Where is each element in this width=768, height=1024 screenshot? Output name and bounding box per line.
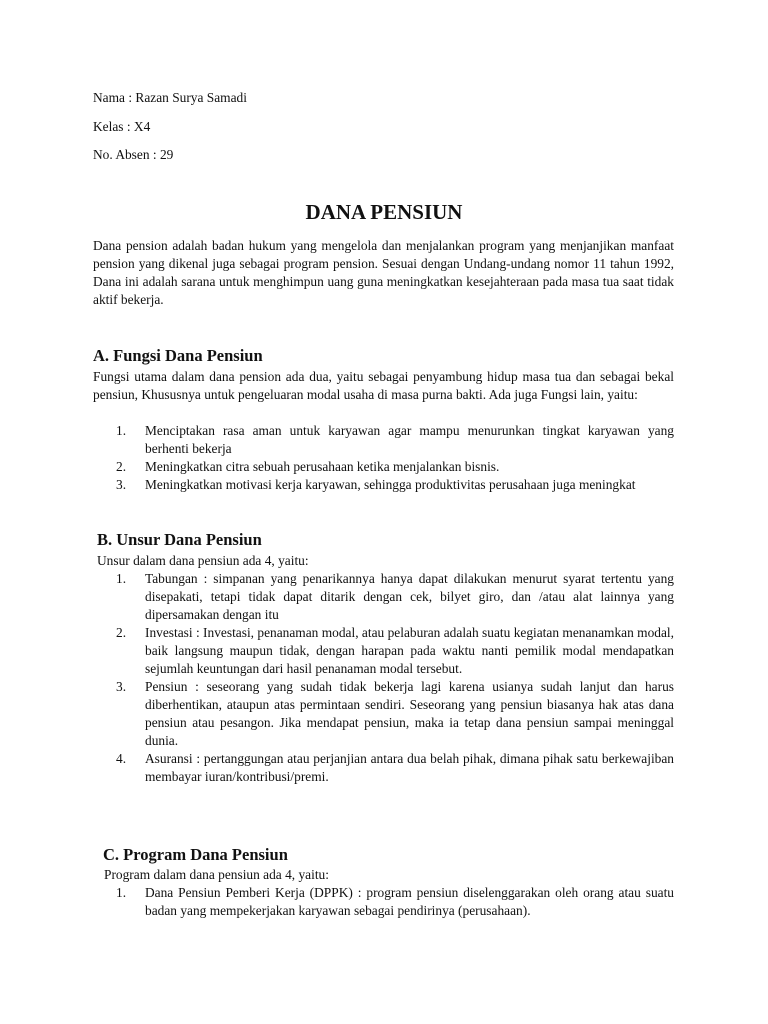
student-number: No. Absen : 29 [93, 147, 174, 162]
list-number: 2. [116, 625, 127, 640]
list-item [116, 476, 674, 494]
section-c-heading: C. Program Dana Pensiun [103, 845, 288, 864]
list-item-text: Asuransi : pertanggungan atau perjanjian antara dua belah pihak, dimana pihak satu berkewajiban membayar iuran/kontribusi/premi. [145, 751, 674, 784]
list-number: 1. [116, 885, 127, 900]
section-b-heading: B. Unsur Dana Pensiun [97, 530, 262, 549]
list-item-text: Pensiun : seseorang yang sudah tidak bekerja lagi karena usianya sudah lanjut dan harus diberhentikan, ataupun atas permintaan sendiri. Seseorang yang pensiun biasanya hak atas dana pensiun atau pesangon. Jika mendapat pensiun, maka ia tetap dana pensiun sampai meninggal dunia. [145, 679, 674, 748]
list-item [116, 570, 674, 624]
section-b-paragraph: Unsur dalam dana pensiun ada 4, yaitu: [97, 553, 309, 568]
section-a-list [116, 422, 674, 494]
list-number: 4. [116, 751, 127, 766]
list-item [116, 884, 674, 920]
list-item-text: Menciptakan rasa aman untuk karyawan agar mampu menurunkan tingkat karyawan yang berhenti bekerja [145, 423, 674, 456]
list-item-text: Tabungan : simpanan yang penarikannya hanya dapat dilakukan menurut syarat tertentu yang disepakati, tetapi tidak dapat ditarik dengan cek, bilyet giro, dan /atau alat lainnya yang dipersamakan dengan itu [145, 571, 674, 622]
student-name: Nama : Razan Surya Samadi [93, 90, 247, 105]
list-number: 2. [116, 459, 127, 474]
list-item [116, 624, 674, 678]
list-number: 3. [116, 477, 127, 492]
list-item-text: Meningkatkan motivasi kerja karyawan, sehingga produktivitas perusahaan juga meningkat [145, 477, 636, 492]
section-a-paragraph: Fungsi utama dalam dana pension ada dua, yaitu sebagai penyambung hidup masa tua dan sebagai bekal pensiun, Khususnya untuk pengeluaran modal usaha di masa purna bakti. Ada juga Fungsi lain, yaitu: [93, 369, 674, 402]
intro-paragraph: Dana pension adalah badan hukum yang mengelola dan menjalankan program yang menjanjikan manfaat pension yang dikenal juga sebagai program pension. Sesuai dengan Undang-undang nomor 11 tahun 1992, Dana ini adalah sarana untuk menghimpun uang guna meningkatkan kesejahteraan pada masa tua saat tidak aktif bekerja. [93, 238, 674, 307]
student-class: Kelas : X4 [93, 119, 151, 134]
list-item [116, 458, 674, 476]
section-c-list [116, 884, 674, 920]
list-item-text: Meningkatkan citra sebuah perusahaan ketika menjalankan bisnis. [145, 459, 500, 474]
list-item [116, 422, 674, 458]
document-title: DANA PENSIUN [305, 200, 463, 224]
list-number: 3. [116, 679, 127, 694]
section-c-paragraph: Program dalam dana pensiun ada 4, yaitu: [104, 867, 329, 882]
section-a-heading: A. Fungsi Dana Pensiun [93, 346, 263, 365]
list-item [116, 750, 674, 786]
list-number: 1. [116, 571, 127, 586]
list-item-text: Investasi : Investasi, penanaman modal, atau pelaburan adalah suatu kegiatan menanamkan modal, baik langsung maupun tidak, dengan harapan pada waktu nanti pemilik modal mendapatkan sejumlah keuntungan dari hasil penanaman modal tersebut. [145, 625, 674, 676]
list-item [116, 678, 674, 750]
list-item-text: Dana Pensiun Pemberi Kerja (DPPK) : program pensiun diselenggarakan oleh orang atau suatu badan yang mempekerjakan karyawan sebagai pendirinya (perusahaan). [145, 885, 674, 918]
list-number: 1. [116, 423, 127, 438]
section-b-list [116, 570, 674, 786]
